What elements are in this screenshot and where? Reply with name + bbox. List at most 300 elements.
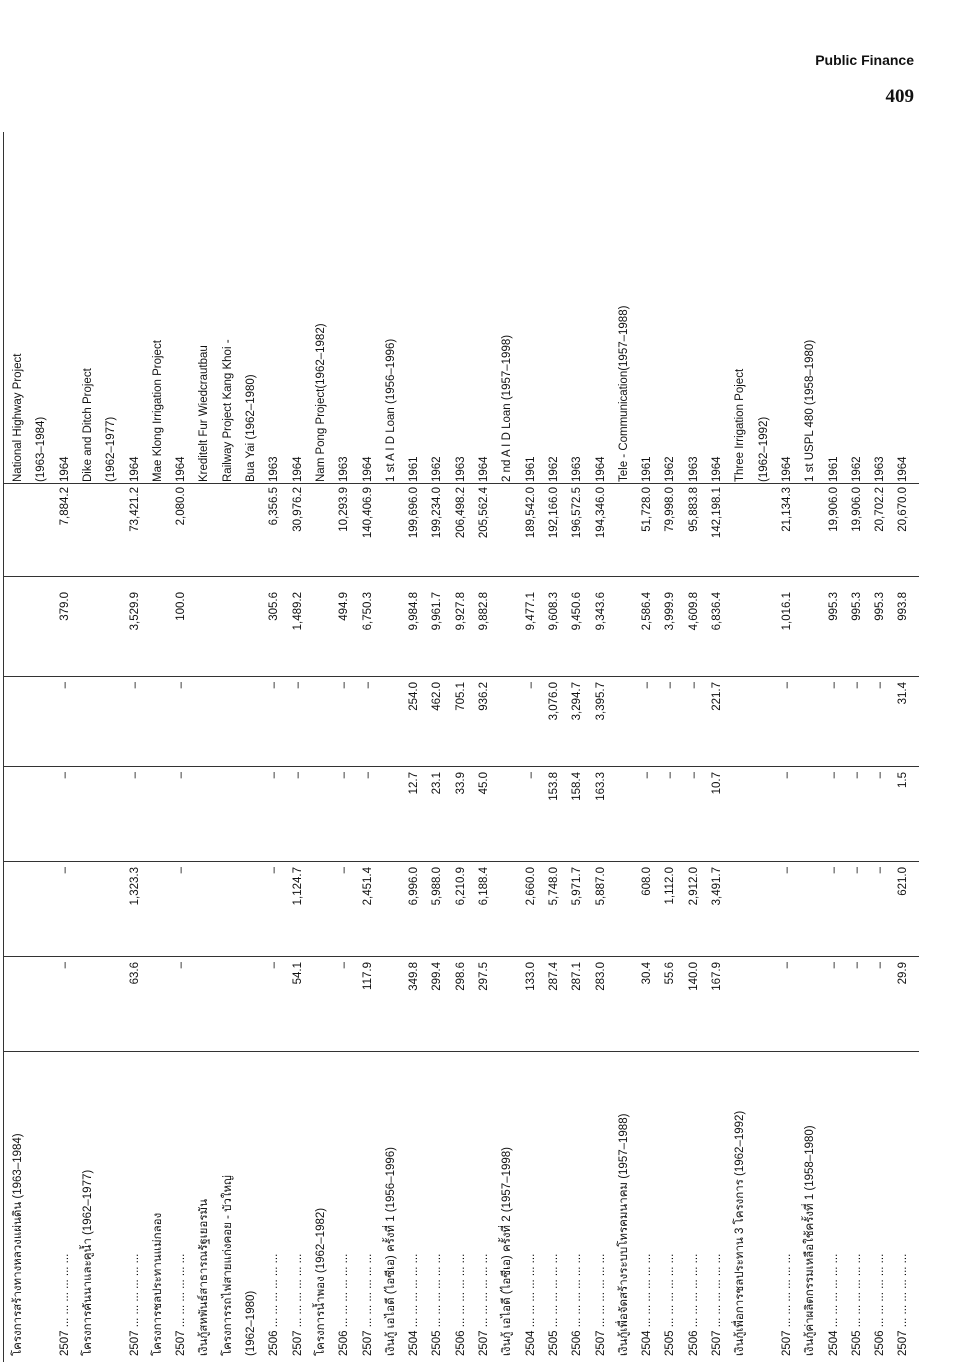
value-col-1 (379, 962, 404, 1042)
value-col-2: 1,124.7 (291, 867, 304, 906)
value-col-6 (752, 487, 777, 567)
value-col-4: – (291, 682, 304, 689)
table-top-rule (3, 132, 4, 1362)
thai-label: 2506 ... ... ... ... ... ... (571, 1253, 584, 1356)
thai-label: 2505 ... ... ... ... ... ... (431, 1253, 444, 1356)
english-label: 1963 (571, 456, 584, 482)
value-col-2 (146, 867, 171, 947)
value-col-1 (76, 962, 101, 1042)
value-col-3 (612, 772, 637, 852)
value-col-5 (309, 592, 334, 672)
value-col-3: – (175, 772, 188, 779)
value-col-5 (752, 592, 777, 672)
value-col-2: – (175, 867, 188, 874)
value-col-5: 9,477.1 (524, 592, 537, 631)
english-label: 1 st A I D Loan (1956–1996) (384, 338, 397, 482)
loan-table (0, 132, 920, 1362)
english-label: 1964 (361, 456, 374, 482)
value-col-3 (309, 772, 334, 852)
value-col-1: 287.1 (571, 962, 584, 991)
value-col-3: – (780, 772, 793, 779)
value-col-5 (29, 592, 54, 672)
value-col-5 (728, 592, 753, 672)
value-col-5: 4,609.8 (687, 592, 700, 631)
value-col-4: 936.2 (478, 682, 490, 711)
value-col-1: 54.1 (291, 962, 304, 985)
value-col-2 (309, 867, 334, 947)
value-col-6: 199,234.0 (431, 487, 444, 539)
english-label: Dike and Ditch Project (81, 368, 94, 482)
thai-label (99, 1056, 124, 1356)
value-col-5: 9,961.7 (431, 592, 444, 631)
value-col-4 (495, 682, 520, 762)
value-col-5 (798, 592, 823, 672)
value-col-4: – (664, 682, 677, 689)
value-col-6: 2,080.0 (175, 487, 188, 526)
value-col-3 (76, 772, 101, 852)
table-row (565, 132, 590, 1362)
thai-label: โครงการน้ำพอง (1962–1982) (314, 1207, 327, 1356)
table-row (775, 132, 800, 1362)
english-label: 1964 (175, 456, 188, 482)
value-col-2: 1,323.3 (128, 867, 141, 906)
value-col-6 (798, 487, 823, 567)
value-col-5: 993.8 (897, 592, 910, 621)
value-col-3: 1.5 (897, 772, 910, 788)
value-col-3 (6, 772, 31, 852)
value-col-2: – (827, 867, 840, 874)
value-col-3: – (128, 772, 141, 779)
value-col-6 (239, 487, 264, 567)
value-col-2 (192, 867, 217, 947)
value-col-3: – (361, 772, 374, 779)
value-col-2 (495, 867, 520, 947)
thai-label: 2506 ... ... ... ... ... ... (268, 1253, 281, 1356)
value-col-1: 287.4 (547, 962, 560, 991)
thai-label: 2505 ... ... ... ... ... ... (664, 1253, 677, 1356)
value-col-2: 608.0 (641, 867, 654, 896)
value-col-2: 3,491.7 (711, 867, 723, 906)
value-col-5 (612, 592, 637, 672)
value-col-6: 30,976.2 (291, 487, 304, 532)
value-col-2 (239, 867, 264, 947)
value-col-1: 55.6 (664, 962, 677, 985)
thai-label: 2507 ... ... ... ... ... ... (291, 1253, 304, 1356)
english-label: 1963 (687, 456, 700, 482)
value-col-6: 10,293.9 (338, 487, 351, 532)
value-col-3: – (874, 772, 887, 779)
value-col-1: 63.6 (128, 962, 141, 985)
thai-label: เงินกู้ เอไอดี (ไอซีเอ) ครั้งที่ 1 (1956–1996) (384, 1146, 397, 1356)
thai-label: 2507 ... ... ... ... ... ... (361, 1253, 374, 1356)
value-col-4: 3,294.7 (571, 682, 584, 721)
table-row (752, 132, 777, 1362)
value-col-3 (146, 772, 171, 852)
value-col-4: – (128, 682, 141, 689)
table-row (123, 132, 148, 1362)
value-col-5: 305.6 (268, 592, 281, 621)
value-col-6: 20,702.2 (874, 487, 887, 532)
value-col-1 (192, 962, 217, 1042)
table-row (262, 132, 287, 1362)
english-label: 1964 (58, 456, 71, 482)
value-col-2 (29, 867, 54, 947)
value-col-3 (29, 772, 54, 852)
value-col-2: – (850, 867, 863, 874)
table-row (891, 132, 916, 1362)
thai-label: 2504 ... ... ... ... ... ... (641, 1253, 654, 1356)
thai-label: 2507 ... ... ... ... ... ... (478, 1253, 490, 1356)
value-col-5 (216, 592, 241, 672)
value-col-5: 2,586.4 (641, 592, 654, 631)
running-header: Public Finance (815, 52, 914, 68)
value-col-1: – (780, 962, 793, 969)
value-col-1: 298.6 (454, 962, 467, 991)
table-row (635, 132, 660, 1362)
value-col-2: 2,912.0 (687, 867, 700, 906)
table-row (519, 132, 544, 1362)
table-row (356, 132, 381, 1362)
value-col-6 (146, 487, 171, 567)
value-col-4: 705.1 (454, 682, 467, 711)
value-col-6 (99, 487, 124, 567)
english-label: 1961 (641, 456, 654, 482)
thai-label: 2506 ... ... ... ... ... ... (687, 1253, 700, 1356)
value-col-1 (495, 962, 520, 1042)
value-col-2 (728, 867, 753, 947)
value-col-4 (216, 682, 241, 762)
value-col-6: 7,884.2 (58, 487, 71, 526)
value-col-1 (216, 962, 241, 1042)
value-col-4 (76, 682, 101, 762)
value-col-6: 73,421.2 (128, 487, 141, 532)
value-col-6: 21,134.3 (780, 487, 793, 532)
value-col-4: – (780, 682, 793, 689)
value-col-2: – (780, 867, 793, 874)
value-col-2 (216, 867, 241, 947)
value-col-5: 494.9 (338, 592, 351, 621)
thai-label: 2507 ... ... ... ... ... ... (58, 1253, 71, 1356)
table-row (402, 132, 427, 1362)
value-col-4: – (268, 682, 281, 689)
value-col-5: 9,343.6 (594, 592, 607, 631)
table-row (99, 132, 124, 1362)
thai-label: เงินกู้สหพันธ์สาธารณรัฐเยอรมัน (198, 1199, 211, 1356)
english-label: Railway Project Kang Khoi - (221, 339, 234, 482)
value-col-4: – (874, 682, 887, 689)
value-col-4 (239, 682, 264, 762)
value-col-1 (309, 962, 334, 1042)
value-col-1: 117.9 (361, 962, 374, 990)
value-col-1: 299.4 (431, 962, 444, 991)
value-col-1 (728, 962, 753, 1042)
thai-label (752, 1056, 777, 1356)
value-col-3 (728, 772, 753, 852)
value-col-6 (309, 487, 334, 567)
value-col-1: 140.0 (687, 962, 700, 991)
value-col-6 (216, 487, 241, 567)
value-col-4 (798, 682, 823, 762)
thai-label: เงินกู้เพื่อการชลประทาน 3 โครงการ (1962–1992) (734, 1110, 747, 1356)
value-col-4: – (58, 682, 71, 689)
value-col-4 (752, 682, 777, 762)
value-col-6: 142,198.1 (711, 487, 723, 539)
english-label: 1964 (478, 456, 490, 482)
value-col-2 (752, 867, 777, 947)
value-col-5 (239, 592, 264, 672)
thai-label: 2507 ... ... ... ... ... ... (897, 1253, 910, 1356)
value-col-5: 995.3 (827, 592, 840, 621)
thai-label: เงินกู้เพื่อจัดสร้างระบบโทรคมนาคม (1957–1988) (617, 1113, 630, 1356)
value-col-5: 9,984.8 (408, 592, 421, 631)
english-label: 1962 (664, 456, 677, 482)
value-col-1: 29.9 (897, 962, 910, 985)
value-col-5 (146, 592, 171, 672)
value-col-5 (192, 592, 217, 672)
thai-label: 2505 ... ... ... ... ... ... (850, 1253, 863, 1356)
table-row (495, 132, 520, 1362)
thai-label: 2505 ... ... ... ... ... ... (547, 1253, 560, 1356)
value-col-5: 995.3 (874, 592, 887, 621)
value-col-1: 30.4 (641, 962, 654, 985)
value-col-5: 6,836.4 (711, 592, 723, 631)
value-col-5: 995.3 (850, 592, 863, 621)
value-col-6: 6,356.5 (268, 487, 281, 526)
value-col-4 (29, 682, 54, 762)
table-row (868, 132, 893, 1362)
value-col-5: 6,750.3 (361, 592, 374, 631)
value-col-2 (798, 867, 823, 947)
english-label: 1963 (268, 456, 281, 482)
value-col-1: – (268, 962, 281, 969)
value-col-1: 349.8 (408, 962, 421, 991)
english-label: 1 st USPL 480 (1958–1980) (804, 339, 817, 482)
value-col-4: – (687, 682, 700, 689)
value-col-3: – (664, 772, 677, 779)
page-number: 409 (885, 86, 914, 107)
english-label: 1964 (780, 456, 793, 482)
thai-label: 2504 ... ... ... ... ... ... (408, 1253, 421, 1356)
value-col-6 (728, 487, 753, 567)
value-col-2 (76, 867, 101, 947)
english-label: Nam Pong Project(1962–1982) (314, 323, 327, 482)
thai-label (29, 1056, 54, 1356)
thai-label: โครงการสร้างทางหลวงแผ่นดิน (1963–1984) (12, 1133, 24, 1356)
value-col-2 (612, 867, 637, 947)
value-col-4: 31.4 (897, 682, 910, 705)
english-label: 1964 (594, 456, 607, 482)
thai-label: 2504 ... ... ... ... ... ... (524, 1253, 537, 1356)
value-col-1: – (874, 962, 887, 969)
english-label: National Highway Project (12, 353, 24, 482)
value-col-2: 5,971.7 (571, 867, 584, 906)
value-col-4 (612, 682, 637, 762)
value-col-3 (752, 772, 777, 852)
english-label: 1963 (338, 456, 351, 482)
value-col-3: – (827, 772, 840, 779)
value-col-6: 199,696.0 (408, 487, 421, 539)
thai-label: 2506 ... ... ... ... ... ... (338, 1253, 351, 1356)
thai-label: 2507 ... ... ... ... ... ... (128, 1253, 141, 1356)
value-col-3: 153.8 (547, 772, 560, 801)
table-row (169, 132, 194, 1362)
thai-label: โครงการรถไฟสายแก่งคอย - บัวใหญ่ (221, 1175, 234, 1356)
english-label: 1964 (291, 456, 304, 482)
value-col-5 (379, 592, 404, 672)
value-col-2: 5,748.0 (547, 867, 560, 906)
value-col-5: 9,450.6 (571, 592, 584, 631)
value-col-6 (379, 487, 404, 567)
english-label: 1964 (897, 456, 910, 482)
table-row (379, 132, 404, 1362)
value-col-6 (29, 487, 54, 567)
value-col-4 (728, 682, 753, 762)
table-row (286, 132, 311, 1362)
english-label: 1964 (711, 456, 723, 482)
value-col-3: – (687, 772, 700, 779)
value-col-6: 194,346.0 (594, 487, 607, 539)
value-col-2 (6, 867, 31, 947)
table-row (449, 132, 474, 1362)
value-col-4: – (641, 682, 654, 689)
table-row (705, 132, 730, 1362)
value-col-3: – (524, 772, 537, 779)
value-col-5 (495, 592, 520, 672)
table-row (216, 132, 241, 1362)
table-row (76, 132, 101, 1362)
english-label: 1961 (524, 456, 537, 482)
value-col-1 (6, 962, 31, 1042)
value-col-3: – (850, 772, 863, 779)
value-col-1 (752, 962, 777, 1042)
english-label: (1963–1984) (35, 416, 48, 482)
english-label: 2 nd A I D Loan (1957–1998) (501, 334, 514, 482)
thai-label: โครงการชลประทานแม่กลอง (151, 1212, 164, 1356)
value-col-2: 5,887.0 (594, 867, 607, 906)
table-row (682, 132, 707, 1362)
table-row (472, 132, 497, 1362)
english-label: 1962 (850, 456, 863, 482)
thai-label: โครงการคันนาและคูน้ำ (1962–1977) (81, 1169, 94, 1356)
table-row (658, 132, 683, 1362)
value-col-2: 2,451.4 (361, 867, 374, 906)
value-col-6 (495, 487, 520, 567)
value-col-1: 283.0 (594, 962, 607, 991)
value-col-4: – (175, 682, 188, 689)
thai-label: 2506 ... ... ... ... ... ... (454, 1253, 467, 1356)
english-label: Tele - Communication(1957–1988) (617, 305, 630, 482)
value-col-2: 1,112.0 (664, 867, 677, 905)
table-row (425, 132, 450, 1362)
value-col-2: – (338, 867, 351, 874)
thai-label: 2506 ... ... ... ... ... ... (874, 1253, 887, 1356)
value-col-6: 20,670.0 (897, 487, 910, 532)
english-label: (1962–1992) (757, 416, 770, 482)
thai-label: 2507 ... ... ... ... ... ... (780, 1253, 793, 1356)
value-col-5: 3,529.9 (128, 592, 141, 631)
english-label: 1963 (874, 456, 887, 482)
value-col-4 (379, 682, 404, 762)
table-row (728, 132, 753, 1362)
value-col-6: 19,906.0 (850, 487, 863, 532)
value-col-5: 9,608.3 (547, 592, 560, 631)
value-col-6 (6, 487, 31, 567)
value-col-4: 462.0 (431, 682, 444, 711)
thai-label: 2504 ... ... ... ... ... ... (827, 1253, 840, 1356)
value-col-2: 621.0 (897, 867, 910, 896)
english-label: Mae Klong Irrigation Project (151, 340, 164, 482)
value-col-1 (798, 962, 823, 1042)
value-col-3: – (58, 772, 71, 779)
value-col-4: – (850, 682, 863, 689)
value-col-6: 206,498.2 (454, 487, 467, 539)
table-row (822, 132, 847, 1362)
english-label: 1962 (431, 456, 444, 482)
value-col-3: – (291, 772, 304, 779)
value-col-1: – (175, 962, 188, 969)
value-col-1: – (58, 962, 71, 969)
value-col-3 (239, 772, 264, 852)
value-col-3: 10.7 (711, 772, 723, 795)
value-col-4 (309, 682, 334, 762)
english-label: 1961 (827, 456, 840, 482)
value-col-5: 9,927.8 (454, 592, 467, 631)
value-col-5: 100.0 (175, 592, 188, 621)
value-col-5 (6, 592, 31, 672)
value-col-2: 6,210.9 (454, 867, 467, 906)
value-col-6: 51,728.0 (641, 487, 654, 532)
value-col-5 (76, 592, 101, 672)
value-col-3: – (338, 772, 351, 779)
value-col-3: 163.3 (594, 772, 607, 801)
table-row (6, 132, 31, 1362)
thai-label: เงินกู้ เอไอดี (ไอซีเอ) ครั้งที่ 2 (1957–1998) (501, 1146, 514, 1356)
value-col-4: 221.7 (711, 682, 723, 711)
value-col-4: 3,076.0 (547, 682, 560, 721)
value-col-6: 189,542.0 (524, 487, 537, 539)
english-label: (1962–1977) (105, 416, 118, 482)
value-col-6: 196,572.5 (571, 487, 584, 539)
value-col-1 (612, 962, 637, 1042)
value-col-4: 3,395.7 (594, 682, 607, 721)
value-col-6 (76, 487, 101, 567)
table-row (309, 132, 334, 1362)
thai-label: 2507 ... ... ... ... ... ... (594, 1253, 607, 1356)
english-label: Kreditelt Fur Wiedcrautbau (198, 345, 211, 482)
value-col-2: – (874, 867, 887, 874)
table-row (53, 132, 78, 1362)
value-col-3: 33.9 (454, 772, 467, 795)
value-col-3: 23.1 (431, 772, 444, 795)
value-col-1: – (850, 962, 863, 969)
table-row (542, 132, 567, 1362)
value-col-3 (379, 772, 404, 852)
value-col-4 (146, 682, 171, 762)
value-col-1: – (338, 962, 351, 969)
table-row (239, 132, 264, 1362)
table-row (798, 132, 823, 1362)
value-col-1 (239, 962, 264, 1042)
thai-label: 2507 ... ... ... ... ... ... (711, 1253, 723, 1356)
value-col-2: 2,660.0 (524, 867, 537, 906)
value-col-6: 19,906.0 (827, 487, 840, 532)
value-col-1 (29, 962, 54, 1042)
value-col-6: 205,562.4 (478, 487, 490, 539)
value-col-4 (99, 682, 124, 762)
table-row (845, 132, 870, 1362)
value-col-3 (99, 772, 124, 852)
value-col-6 (192, 487, 217, 567)
